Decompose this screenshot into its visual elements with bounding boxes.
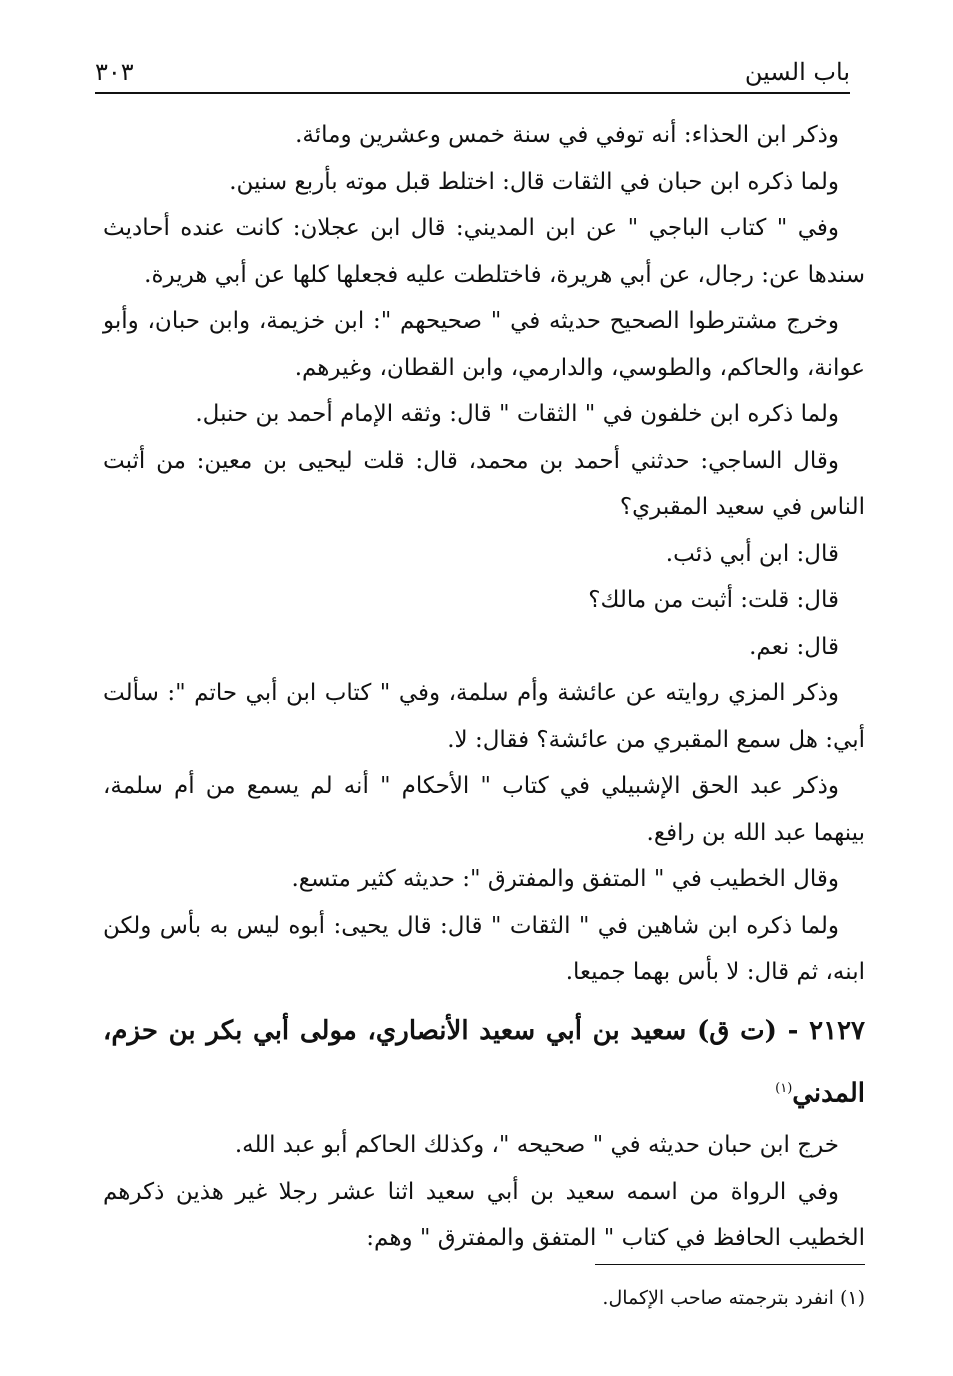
entry-heading-text: ٢١٢٧ - (ت ق) سعيد بن أبي سعيد الأنصاري، مولى أبي بكر بن حزم، المدني — [103, 1015, 865, 1109]
paragraph: وقال الخطيب في " المتفق والمفترق ": حديثه كثير متسع. — [291, 866, 839, 892]
entry-heading — [103, 1002, 865, 1123]
paragraph: ولما ذكره ابن حبان في الثقات قال: اختلط قبل موته بأربع سنين. — [229, 168, 839, 195]
paragraph: خرج ابن حبان حديثه في " صحيحه "، وكذلك الحاكم أبو عبد الله. — [234, 1132, 839, 1159]
footnote: (١) انفرد بترجمته صاحب الإكمال. — [602, 1287, 865, 1309]
footnote-divider — [595, 1264, 865, 1265]
paragraph: وذكر عبد الحق الإشبيلي في كتاب " الأحكام " أنه لم يسمع من أم سلمة، بينهما عبد الله بن رافع. — [103, 773, 865, 846]
paragraph: قال: ابن أبي ذئب. — [665, 540, 839, 567]
body-text — [103, 112, 865, 1262]
paragraph: وخرج مشترطوا الصحيح حديثه في " صحيحهم ": ابن خزيمة، وابن حبان، وأبو عوانة، والحاكم، والطوسي، والدارمي، وابن القطان، وغيرهم. — [103, 308, 865, 381]
paragraph: قال: نعم. — [749, 633, 839, 660]
paragraph: وذكر المزي روايته عن عائشة وأم سلمة، وفي " كتاب ابن أبي حاتم ": سألت أبي: هل سمع المقبري من عائشة؟ فقال: لا. — [103, 680, 865, 753]
paragraph: وذكر ابن الحذاء: أنه توفي في سنة خمس وعشرين ومائة. — [295, 122, 839, 148]
running-header — [95, 52, 850, 94]
chapter-title: باب السين — [744, 58, 850, 86]
paragraph: وقال الساجي: حدثني أحمد بن محمد، قال: قلت ليحيى بن معين: من أثبت الناس في سعيد المقبري؟ — [103, 447, 865, 520]
paragraph: وفي " كتاب الباجي " عن ابن المديني: قال ابن عجلان: كانت عنده أحاديث سندها عن: رجال، عن أبي هريرة، فاختلطت عليه فجعلها كلها عن أبي هريرة. — [103, 215, 865, 288]
footnote-marker: (١) — [775, 1080, 793, 1096]
paragraph: ولما ذكره ابن خلفون في " الثقات " قال: وثقه الإمام أحمد بن حنبل. — [195, 401, 839, 427]
paragraph: وفي الرواة من اسمه سعيد بن أبي سعيد اثنا عشر رجلا غير هذين ذكرهم الخطيب الحافظ في كتاب " المتفق والمفترق " وهم: — [103, 1178, 865, 1252]
paragraph: ولما ذكره ابن شاهين في " الثقات " قال: قال يحيى: أبوه ليس به بأس ولكن ابنه، ثم قال: لا بأس بهما جميعا. — [103, 912, 865, 985]
page-number: ٣٠٣ — [95, 58, 134, 86]
paragraph: قال: قلت: أثبت من مالك؟ — [588, 587, 839, 613]
